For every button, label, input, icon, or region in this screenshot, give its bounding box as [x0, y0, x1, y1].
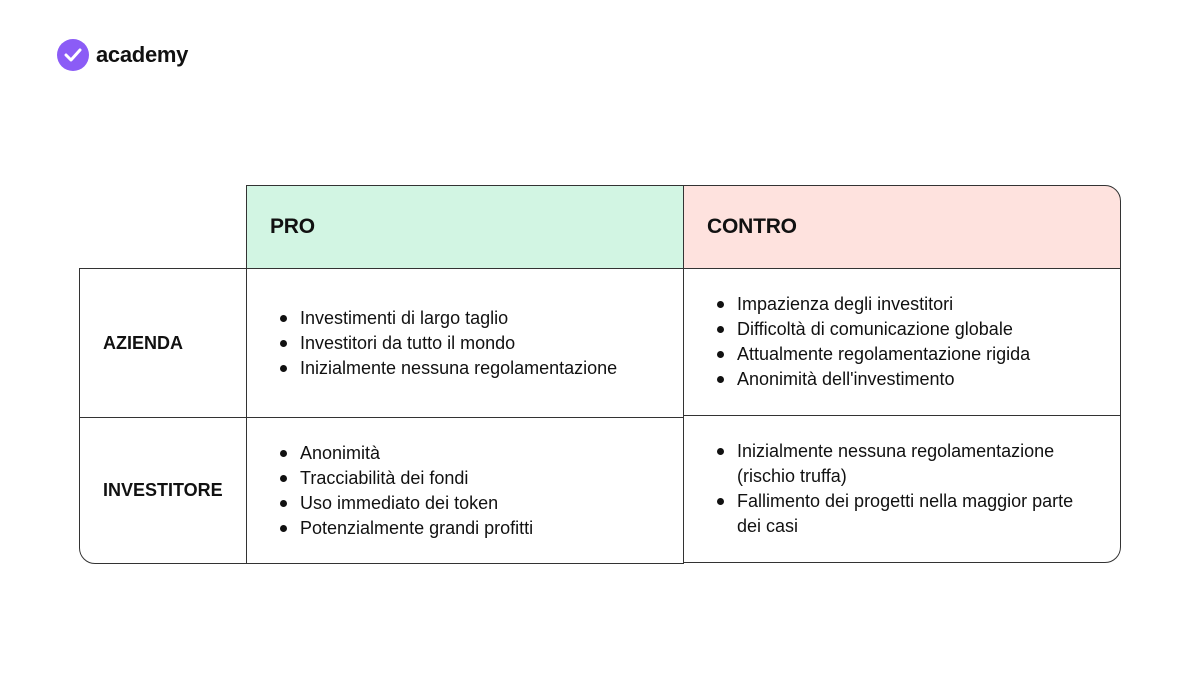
- list-item: Inizialmente nessuna regolamentazione (rischio truffa): [717, 439, 1100, 489]
- bullet-list: [280, 306, 617, 381]
- list-item: Tracciabilità dei fondi: [280, 466, 533, 491]
- list-item: Investitori da tutto il mondo: [280, 331, 617, 356]
- list-item: Investimenti di largo taglio: [280, 306, 617, 331]
- check-icon: [57, 39, 89, 71]
- brand-name: academy: [96, 42, 189, 67]
- list-item: Anonimità dell'investimento: [717, 367, 1030, 392]
- bullet-list: [717, 439, 1100, 539]
- list-item: Potenzialmente grandi profitti: [280, 516, 533, 541]
- list-item: Attualmente regolamentazione rigida: [717, 342, 1030, 367]
- list-item: Anonimità: [280, 441, 533, 466]
- row-label-azienda: AZIENDA: [79, 268, 247, 418]
- cell-azienda-contro: [683, 268, 1121, 416]
- row-label-investitore: INVESTITORE: [79, 417, 247, 564]
- column-header-contro: CONTRO: [683, 185, 1121, 269]
- list-item: Fallimento dei progetti nella maggior parte dei casi: [717, 489, 1100, 539]
- cell-azienda-pro: [246, 268, 684, 418]
- list-item: Impazienza degli investitori: [717, 292, 1030, 317]
- bullet-list: [280, 441, 533, 541]
- column-header-pro: PRO: [246, 185, 684, 269]
- cell-investitore-contro: [683, 415, 1121, 563]
- list-item: Uso immediato dei token: [280, 491, 533, 516]
- brand-logo: [57, 38, 188, 72]
- bullet-list: [717, 292, 1030, 392]
- cell-investitore-pro: [246, 417, 684, 564]
- list-item: Difficoltà di comunicazione globale: [717, 317, 1030, 342]
- list-item: Inizialmente nessuna regolamentazione: [280, 356, 617, 381]
